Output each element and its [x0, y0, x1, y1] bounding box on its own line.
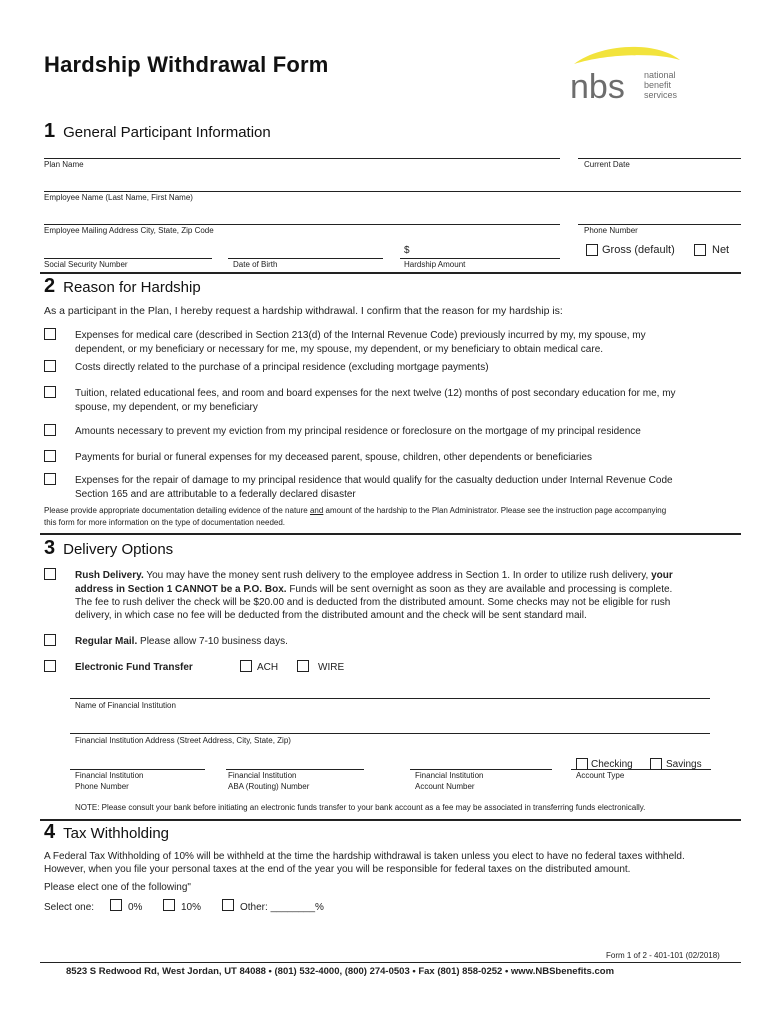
documentation-note-1: Please provide appropriate documentation detailing evidence of the nature and amount of the hardship to the Plan Administrator. Please see the instruction page accompanying	[44, 506, 667, 515]
residence-checkbox[interactable]	[44, 360, 56, 372]
section-number: 4	[44, 821, 56, 843]
eft-note: NOTE: Please consult your bank before initiating an electronic funds transfer to your bank account as a fee may be associated in transferring funds electronically.	[75, 803, 646, 812]
plan-name-field[interactable]	[44, 158, 560, 159]
withhold-10-label: 10%	[181, 902, 202, 913]
hardship-amount-field[interactable]	[400, 258, 560, 259]
select-one-label: Select one:	[44, 902, 95, 913]
footer-divider	[40, 962, 741, 963]
regular-mail-checkbox[interactable]	[44, 634, 56, 646]
wire-label: WIRE	[318, 662, 345, 673]
section-title: Reason for Hardship	[63, 279, 201, 296]
logo-line3: services	[644, 90, 678, 100]
withhold-0-checkbox[interactable]	[110, 899, 122, 911]
form-title: Hardship Withdrawal Form	[44, 52, 329, 77]
form-number: Form 1 of 2 - 401-101 (02/2018)	[606, 951, 720, 960]
reason-disaster-1: Expenses for the repair of damage to my principal residence that would qualify for the casualty deduction under Internal Revenue Code	[75, 475, 673, 486]
section-number: 1	[44, 120, 56, 142]
financial-institution-address-label: Financial Institution Address (Street Address, City, State, Zip)	[75, 736, 291, 745]
reason-residence: Costs directly related to the purchase of a principal residence (excluding mortgage payments)	[75, 362, 489, 373]
documentation-note-2: this form for more information on the type of documentation needed.	[44, 518, 286, 527]
fi-phone-label-2: Phone Number	[75, 782, 129, 791]
logo-line1: national	[644, 70, 676, 80]
section-divider	[40, 272, 741, 274]
withhold-0-label: 0%	[128, 902, 143, 913]
tuition-checkbox[interactable]	[44, 386, 56, 398]
rush-line-3: The fee to rush deliver the check will be $20.00 and is deducted from the distributed amount. Some checks may not be eligible for rush	[75, 597, 671, 608]
financial-institution-name-field[interactable]	[70, 698, 710, 699]
gross-label: Gross (default)	[602, 244, 675, 256]
disaster-checkbox[interactable]	[44, 473, 56, 485]
section-title: Delivery Options	[63, 541, 174, 558]
section-number: 3	[44, 537, 56, 559]
rush-line-1: Rush Delivery. You may have the money sent rush delivery to the employee address in Section 1. In order to utilize rush delivery, your	[75, 570, 673, 581]
fi-phone-field[interactable]	[70, 769, 205, 770]
dob-field[interactable]	[228, 258, 383, 259]
logo-wordmark: nbs	[570, 68, 625, 106]
account-number-field[interactable]	[410, 769, 552, 770]
withhold-other-checkbox[interactable]	[222, 899, 234, 911]
ssn-label: Social Security Number	[44, 260, 128, 269]
net-label: Net	[712, 244, 730, 256]
medical-checkbox[interactable]	[44, 328, 56, 340]
account-number-label-1: Financial Institution	[415, 771, 484, 780]
rush-line-4: delivery, in which case no fee will be deducted from the distributed amount and the check will be sent standard mail.	[75, 610, 587, 621]
wire-checkbox[interactable]	[297, 660, 309, 672]
section-2-heading	[44, 275, 201, 298]
rush-delivery-checkbox[interactable]	[44, 568, 56, 580]
footer-contact: 8523 S Redwood Rd, West Jordan, UT 84088 • (801) 532-4000, (800) 274-0503 • Fax (801) 858-0252 • www.NBSbenefits.com	[66, 966, 615, 977]
regular-mail-text: Regular Mail. Please allow 7-10 business days.	[75, 636, 288, 647]
financial-institution-name-label: Name of Financial Institution	[75, 701, 176, 710]
employee-name-label: Employee Name (Last Name, First Name)	[44, 193, 193, 202]
account-type-label: Account Type	[576, 771, 625, 780]
aba-field[interactable]	[226, 769, 364, 770]
plan-name-label: Plan Name	[44, 160, 84, 169]
section-divider	[40, 533, 741, 535]
employee-name-field[interactable]	[44, 191, 741, 192]
ach-checkbox[interactable]	[240, 660, 252, 672]
gross-checkbox[interactable]	[586, 244, 598, 256]
fi-phone-label-1: Financial Institution	[75, 771, 144, 780]
tax-elect-prompt: Please elect one of the following"	[44, 882, 191, 893]
funeral-checkbox[interactable]	[44, 450, 56, 462]
address-label: Employee Mailing Address City, State, Zip Code	[44, 226, 214, 235]
checking-label: Checking	[591, 759, 633, 770]
aba-label-2: ABA (Routing) Number	[228, 782, 310, 791]
phone-label: Phone Number	[584, 226, 638, 235]
hardship-amount-label: Hardship Amount	[404, 260, 466, 269]
tax-paragraph-1: A Federal Tax Withholding of 10% will be withheld at the time the hardship withdrawal is taken unless you elect to have no federal taxes withheld.	[44, 851, 685, 862]
account-number-label-2: Account Number	[415, 782, 475, 791]
reason-tuition-1: Tuition, related educational fees, and room and board expenses for the next twelve (12) months of post secondary education for me, my	[75, 388, 676, 399]
savings-label: Savings	[666, 759, 702, 770]
current-date-label: Current Date	[584, 160, 630, 169]
phone-field[interactable]	[578, 224, 741, 225]
reason-medical-2: dependent, or my beneficiary or necessary for me, my spouse, my dependent, or my beneficiary to obtain medical care.	[75, 344, 604, 355]
logo-line2: benefit	[644, 80, 672, 90]
account-type-field	[571, 769, 711, 770]
rush-line-2: address in Section 1 CANNOT be a P.O. Box. Funds will be sent overnight as soon as they are available and processing is complete.	[75, 584, 673, 595]
net-checkbox[interactable]	[694, 244, 706, 256]
eft-checkbox[interactable]	[44, 660, 56, 672]
section-1-heading	[44, 120, 271, 143]
tax-paragraph-2: However, when you file your personal taxes at the end of the year you will be responsible for federal taxes on the distributed amount.	[44, 864, 631, 875]
reason-medical-1: Expenses for medical care (described in Section 213(d) of the Internal Revenue Code) previously incurred by my, my spouse, my	[75, 330, 646, 341]
section-title: General Participant Information	[63, 124, 271, 141]
address-field[interactable]	[44, 224, 560, 225]
dollar-sign: $	[404, 245, 410, 256]
ssn-field[interactable]	[44, 258, 212, 259]
eft-label: Electronic Fund Transfer	[75, 662, 193, 673]
reason-tuition-2: spouse, my dependent, or my beneficiary	[75, 402, 258, 413]
current-date-field[interactable]	[578, 158, 741, 159]
aba-label-1: Financial Institution	[228, 771, 297, 780]
reason-funeral: Payments for burial or funeral expenses for my deceased parent, spouse, children, other dependents or beneficiaries	[75, 452, 592, 463]
section-number: 2	[44, 275, 56, 297]
reason-eviction: Amounts necessary to prevent my eviction from my principal residence or foreclosure on the mortgage of my principal residence	[75, 426, 641, 437]
withhold-other-label: Other: ________%	[240, 902, 324, 913]
section-4-heading	[44, 821, 169, 844]
hardship-intro: As a participant in the Plan, I hereby request a hardship withdrawal. I confirm that the reason for my hardship is:	[44, 305, 563, 317]
eviction-checkbox[interactable]	[44, 424, 56, 436]
section-title: Tax Withholding	[63, 825, 170, 842]
withhold-10-checkbox[interactable]	[163, 899, 175, 911]
nbs-logo	[560, 42, 710, 112]
dob-label: Date of Birth	[233, 260, 278, 269]
section-3-heading	[44, 537, 173, 560]
ach-label: ACH	[257, 662, 279, 673]
financial-institution-address-field[interactable]	[70, 733, 710, 734]
reason-disaster-2: Section 165 and are attributable to a federally declared disaster	[75, 489, 356, 500]
